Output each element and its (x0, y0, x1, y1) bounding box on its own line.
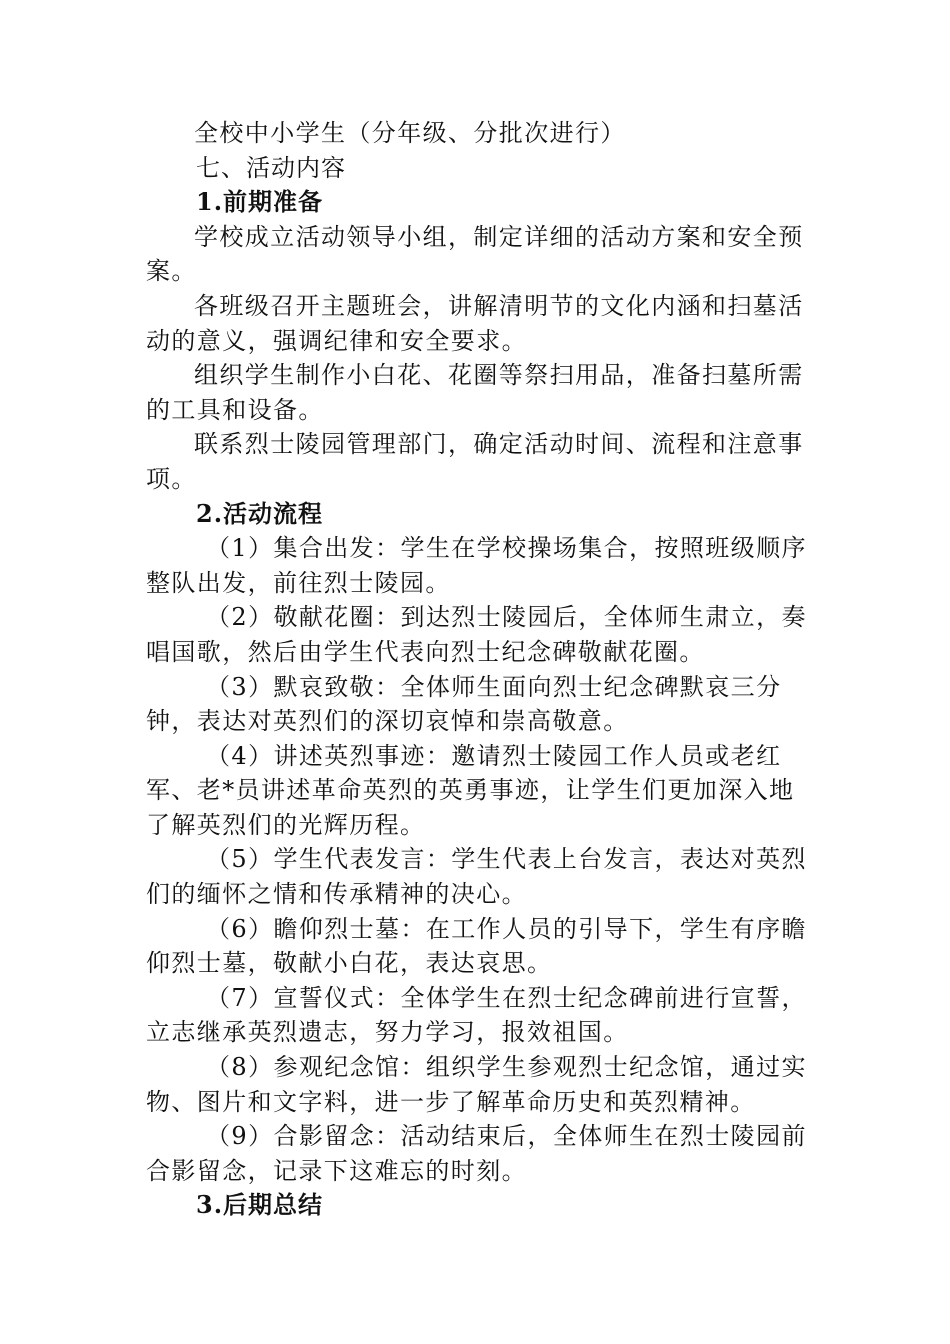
flow-step: （8）参观纪念馆：组织学生参观烈士纪念馆，通过实物、图片和文字料，进一步了解革命历史和英烈精神。 (146, 1053, 807, 1116)
prep-paragraph: 学校成立活动领导小组，制定详细的活动方案和安全预案。 (146, 222, 804, 286)
prep-paragraph: 联系烈士陵园管理部门，确定活动时间、流程和注意事项。 (146, 430, 804, 493)
flow-step: （2）敬献花圈：到达烈士陵园后，全体师生肃立，奏唱国歌，然后由学生代表向烈士纪念碑敬献花圈。 (146, 603, 807, 666)
subheading-activity-flow: 2.活动流程 (196, 498, 324, 528)
flow-step: （9）合影留念：活动结束后，全体师生在烈士陵园前合影留念，记录下这难忘的时刻。 (146, 1122, 807, 1185)
section-heading-activity-content: 七、活动内容 (196, 153, 346, 182)
prep-paragraph: 组织学生制作小白花、花圈等祭扫用品，准备扫墓所需的工具和设备。 (146, 361, 804, 424)
flow-step: （6）瞻仰烈士墓：在工作人员的引导下，学生有序瞻仰烈士墓，敬献小白花，表达哀思。 (146, 914, 807, 978)
document-body (146, 116, 812, 1223)
flow-step: （4）讲述英烈事迹：邀请烈士陵园工作人员或老红军、老*员讲述革命英烈的英勇事迹，让学生们更加深入地了解英烈们的光辉历程。 (146, 741, 795, 839)
participants-line: 全校中小学生（分年级、分批次进行） (194, 119, 626, 147)
flow-step: （1）集合出发：学生在学校操场集合，按照班级顺序整队出发，前往烈士陵园。 (146, 534, 807, 597)
flow-step: （7）宣誓仪式：全体学生在烈士纪念碑前进行宣誓，立志继承英烈遗志，努力学习，报效祖国。 (146, 983, 807, 1047)
prep-paragraph: 各班级召开主题班会，讲解清明节的文化内涵和扫墓活动的意义，强调纪律和安全要求。 (146, 291, 804, 355)
subheading-preparation: 1.前期准备 (196, 187, 324, 217)
flow-step: （3）默哀致敬：全体师生面向烈士纪念碑默哀三分钟，表达对英烈们的深切哀悼和崇高敬意。 (146, 672, 782, 736)
flow-step: （5）学生代表发言：学生代表上台发言，表达对英烈们的缅怀之情和传承精神的决心。 (146, 845, 807, 909)
subheading-summary: 3.后期总结 (196, 1190, 324, 1220)
